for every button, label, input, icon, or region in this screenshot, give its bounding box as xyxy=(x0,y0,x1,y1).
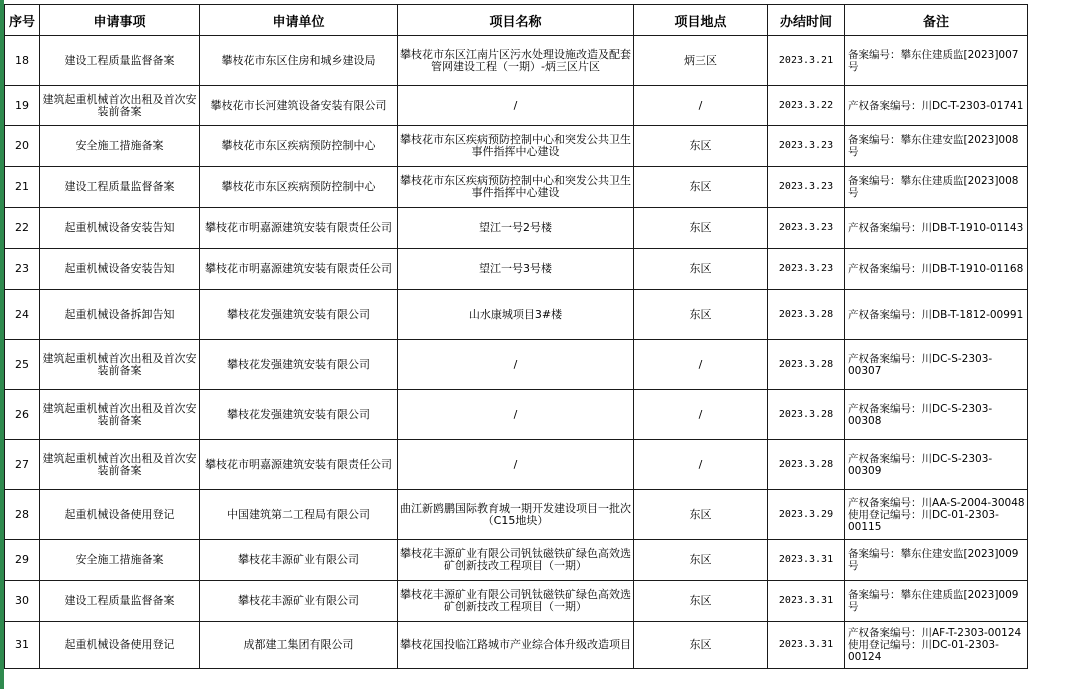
cell-seq[interactable]: 31 xyxy=(5,622,40,669)
cell-note[interactable]: 产权备案编号：川AA-S-2004-30048 使用登记编号：川DC-01-2303-00115 xyxy=(845,490,1028,540)
cell-seq[interactable]: 26 xyxy=(5,390,40,440)
cell-location[interactable]: 东区 xyxy=(634,249,768,290)
table-row xyxy=(5,581,1028,622)
cell-location[interactable]: / xyxy=(634,440,768,490)
cell-project[interactable]: / xyxy=(398,440,634,490)
cell-unit[interactable]: 攀枝花市东区疾病预防控制中心 xyxy=(200,126,398,167)
cell-date[interactable]: 2023.3.31 xyxy=(768,540,845,581)
cell-location[interactable]: 东区 xyxy=(634,208,768,249)
cell-date[interactable]: 2023.3.28 xyxy=(768,390,845,440)
cell-note[interactable]: 产权备案编号：川DC-S-2303-00308 xyxy=(845,390,1028,440)
cell-note[interactable]: 产权备案编号：川DC-T-2303-01741 xyxy=(845,86,1028,126)
cell-date[interactable]: 2023.3.31 xyxy=(768,622,845,669)
cell-unit[interactable]: 中国建筑第二工程局有限公司 xyxy=(200,490,398,540)
cell-project[interactable]: 攀枝花国投临江路城市产业综合体升级改造项目 xyxy=(398,622,634,669)
cell-project[interactable]: / xyxy=(398,86,634,126)
cell-date[interactable]: 2023.3.23 xyxy=(768,249,845,290)
cell-matter[interactable]: 起重机械设备使用登记 xyxy=(40,622,200,669)
table-body xyxy=(5,36,1028,669)
cell-matter[interactable]: 起重机械设备使用登记 xyxy=(40,490,200,540)
cell-note[interactable]: 产权备案编号：川AF-T-2303-00124 使用登记编号：川DC-01-2303-00124 xyxy=(845,622,1028,669)
header-unit: 申请单位 xyxy=(200,5,398,36)
cell-location[interactable]: 东区 xyxy=(634,167,768,208)
table-row xyxy=(5,167,1028,208)
cell-unit[interactable]: 攀枝花市明嘉源建筑安装有限责任公司 xyxy=(200,208,398,249)
cell-unit[interactable]: 攀枝花市东区住房和城乡建设局 xyxy=(200,36,398,86)
cell-matter[interactable]: 建设工程质量监督备案 xyxy=(40,36,200,86)
cell-location[interactable]: 东区 xyxy=(634,290,768,340)
table-row xyxy=(5,390,1028,440)
cell-seq[interactable]: 22 xyxy=(5,208,40,249)
cell-date[interactable]: 2023.3.22 xyxy=(768,86,845,126)
table-row xyxy=(5,340,1028,390)
table-row xyxy=(5,126,1028,167)
cell-seq[interactable]: 27 xyxy=(5,440,40,490)
cell-unit[interactable]: 成都建工集团有限公司 xyxy=(200,622,398,669)
cell-location[interactable]: / xyxy=(634,86,768,126)
cell-matter[interactable]: 建筑起重机械首次出租及首次安装前备案 xyxy=(40,390,200,440)
cell-project[interactable]: 山水康城项目3#楼 xyxy=(398,290,634,340)
cell-seq[interactable]: 19 xyxy=(5,86,40,126)
cell-location[interactable]: / xyxy=(634,340,768,390)
table-row xyxy=(5,249,1028,290)
cell-note[interactable]: 产权备案编号：川DC-S-2303-00307 xyxy=(845,340,1028,390)
cell-note[interactable]: 备案编号：攀东住建质监[2023]008号 xyxy=(845,167,1028,208)
cell-seq[interactable]: 29 xyxy=(5,540,40,581)
cell-date[interactable]: 2023.3.23 xyxy=(768,126,845,167)
cell-seq[interactable]: 18 xyxy=(5,36,40,86)
cell-project[interactable]: 攀枝花市东区疾病预防控制中心和突发公共卫生事件指挥中心建设 xyxy=(398,167,634,208)
cell-seq[interactable]: 25 xyxy=(5,340,40,390)
cell-seq[interactable]: 28 xyxy=(5,490,40,540)
table-row xyxy=(5,208,1028,249)
header-row xyxy=(5,5,1028,36)
cell-date[interactable]: 2023.3.28 xyxy=(768,340,845,390)
header-note: 备注 xyxy=(845,5,1028,36)
cell-note[interactable]: 备案编号：攀东住建质监[2023]009号 xyxy=(845,581,1028,622)
cell-unit[interactable]: 攀枝花丰源矿业有限公司 xyxy=(200,581,398,622)
table-row xyxy=(5,440,1028,490)
cell-date[interactable]: 2023.3.28 xyxy=(768,290,845,340)
cell-note[interactable]: 备案编号：攀东住建安监[2023]008号 xyxy=(845,126,1028,167)
header-matter: 申请事项 xyxy=(40,5,200,36)
cell-project[interactable]: 望江一号3号楼 xyxy=(398,249,634,290)
cell-location[interactable]: 东区 xyxy=(634,126,768,167)
cell-matter[interactable]: 安全施工措施备案 xyxy=(40,126,200,167)
cell-seq[interactable]: 20 xyxy=(5,126,40,167)
cell-unit[interactable]: 攀枝花市长河建筑设备安装有限公司 xyxy=(200,86,398,126)
cell-note[interactable]: 备案编号：攀东住建质监[2023]007号 xyxy=(845,36,1028,86)
cell-note[interactable]: 产权备案编号：川DB-T-1910-01143 xyxy=(845,208,1028,249)
cell-project[interactable]: 望江一号2号楼 xyxy=(398,208,634,249)
table-row xyxy=(5,540,1028,581)
cell-seq[interactable]: 21 xyxy=(5,167,40,208)
cell-date[interactable]: 2023.3.23 xyxy=(768,167,845,208)
cell-matter[interactable]: 建筑起重机械首次出租及首次安装前备案 xyxy=(40,86,200,126)
cell-seq[interactable]: 23 xyxy=(5,249,40,290)
cell-note[interactable]: 产权备案编号：川DC-S-2303-00309 xyxy=(845,440,1028,490)
cell-note[interactable]: 备案编号：攀东住建安监[2023]009号 xyxy=(845,540,1028,581)
cell-note[interactable]: 产权备案编号：川DB-T-1812-00991 xyxy=(845,290,1028,340)
cell-location[interactable]: / xyxy=(634,390,768,440)
cell-location[interactable]: 炳三区 xyxy=(634,36,768,86)
cell-location[interactable]: 东区 xyxy=(634,581,768,622)
table-row xyxy=(5,622,1028,669)
cell-note[interactable]: 产权备案编号：川DB-T-1910-01168 xyxy=(845,249,1028,290)
cell-matter[interactable]: 安全施工措施备案 xyxy=(40,540,200,581)
table-row xyxy=(5,36,1028,86)
cell-seq[interactable]: 24 xyxy=(5,290,40,340)
cell-unit[interactable]: 攀枝花发强建筑安装有限公司 xyxy=(200,390,398,440)
cell-project[interactable]: / xyxy=(398,340,634,390)
cell-project[interactable]: 曲江新鸥鹏国际教育城一期开发建设项目一批次（C15地块） xyxy=(398,490,634,540)
cell-date[interactable]: 2023.3.29 xyxy=(768,490,845,540)
cell-date[interactable]: 2023.3.28 xyxy=(768,440,845,490)
cell-unit[interactable]: 攀枝花市明嘉源建筑安装有限责任公司 xyxy=(200,249,398,290)
cell-unit[interactable]: 攀枝花发强建筑安装有限公司 xyxy=(200,290,398,340)
cell-project[interactable]: 攀枝花丰源矿业有限公司钒钛磁铁矿绿色高效选矿创新技改工程项目（一期） xyxy=(398,540,634,581)
cell-matter[interactable]: 建设工程质量监督备案 xyxy=(40,581,200,622)
header-location: 项目地点 xyxy=(634,5,768,36)
cell-project[interactable]: 攀枝花市东区疾病预防控制中心和突发公共卫生事件指挥中心建设 xyxy=(398,126,634,167)
cell-matter[interactable]: 建设工程质量监督备案 xyxy=(40,167,200,208)
cell-unit[interactable]: 攀枝花丰源矿业有限公司 xyxy=(200,540,398,581)
cell-seq[interactable]: 30 xyxy=(5,581,40,622)
cell-matter[interactable]: 建筑起重机械首次出租及首次安装前备案 xyxy=(40,340,200,390)
table-row xyxy=(5,86,1028,126)
header-seq: 序号 xyxy=(5,5,40,36)
filing-table xyxy=(4,4,1028,669)
cell-unit[interactable]: 攀枝花市明嘉源建筑安装有限责任公司 xyxy=(200,440,398,490)
header-project: 项目名称 xyxy=(398,5,634,36)
cell-matter[interactable]: 建筑起重机械首次出租及首次安装前备案 xyxy=(40,440,200,490)
cell-location[interactable]: 东区 xyxy=(634,622,768,669)
cell-date[interactable]: 2023.3.21 xyxy=(768,36,845,86)
cell-date[interactable]: 2023.3.31 xyxy=(768,581,845,622)
cell-location[interactable]: 东区 xyxy=(634,540,768,581)
cell-project[interactable]: / xyxy=(398,390,634,440)
cell-unit[interactable]: 攀枝花发强建筑安装有限公司 xyxy=(200,340,398,390)
cell-unit[interactable]: 攀枝花市东区疾病预防控制中心 xyxy=(200,167,398,208)
cell-project[interactable]: 攀枝花市东区江南片区污水处理设施改造及配套管网建设工程（一期）-炳三区片区 xyxy=(398,36,634,86)
cell-matter[interactable]: 起重机械设备拆卸告知 xyxy=(40,290,200,340)
cell-matter[interactable]: 起重机械设备安装告知 xyxy=(40,208,200,249)
table-row xyxy=(5,490,1028,540)
cell-matter[interactable]: 起重机械设备安装告知 xyxy=(40,249,200,290)
cell-project[interactable]: 攀枝花丰源矿业有限公司钒钛磁铁矿绿色高效选矿创新技改工程项目（一期） xyxy=(398,581,634,622)
cell-location[interactable]: 东区 xyxy=(634,490,768,540)
table-row xyxy=(5,290,1028,340)
header-date: 办结时间 xyxy=(768,5,845,36)
cell-date[interactable]: 2023.3.23 xyxy=(768,208,845,249)
